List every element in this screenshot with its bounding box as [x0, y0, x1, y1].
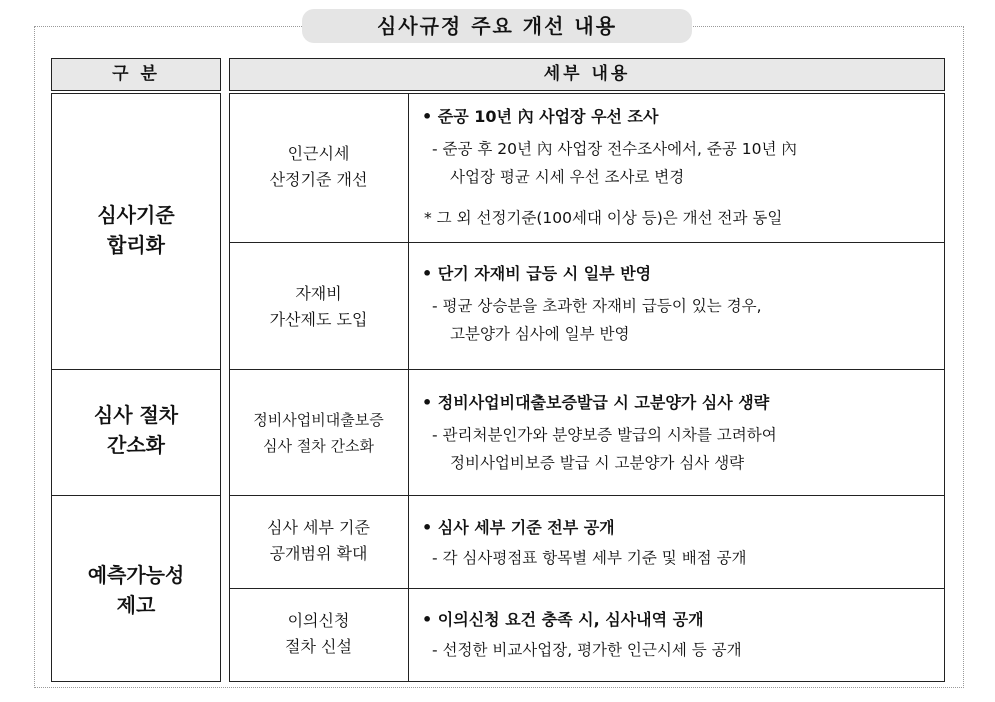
- sub-line: 산정기준 개선: [269, 170, 368, 189]
- dash-text: 정비사업비보증 발급 시 고분양가 심사 생략: [450, 454, 745, 472]
- bullet-text: • 정비사업비대출보증발급 시 고분양가 심사 생략: [422, 393, 770, 412]
- sub-line: 자재비: [295, 284, 342, 303]
- sub-line: 인근시세: [287, 144, 350, 163]
- header-category: 구 분: [51, 58, 221, 91]
- category-line: 심사기준: [97, 203, 175, 227]
- row-divider: [229, 242, 945, 243]
- sub-line: 절차 신설: [285, 637, 352, 656]
- header-detail: 세부 내용: [229, 58, 945, 91]
- sub-line: 정비사업비대출보증: [253, 411, 384, 429]
- dash-text: 사업장 평균 시세 우선 조사로 변경: [450, 168, 685, 186]
- dash-text: - 선정한 비교사업장, 평가한 인근시세 등 공개: [432, 641, 742, 659]
- row-divider: [229, 495, 945, 496]
- category-line: 제고: [116, 593, 156, 617]
- sub-label: [229, 141, 408, 193]
- row-divider: [229, 369, 945, 370]
- category-line: 예측가능성: [87, 563, 185, 587]
- category-label: [51, 200, 221, 260]
- bullet-text: • 이의신청 요건 충족 시, 심사내역 공개: [422, 610, 704, 629]
- dash-text: - 평균 상승분을 초과한 자재비 급등이 있는 경우,: [432, 297, 762, 315]
- category-line: 심사 절차: [93, 403, 179, 427]
- dash-text: - 준공 후 20년 內 사업장 전수조사에서, 준공 10년 內: [432, 140, 797, 158]
- sub-line: 가산제도 도입: [269, 310, 368, 329]
- bullet-text: • 단기 자재비 급등 시 일부 반영: [422, 264, 652, 283]
- sub-label: [229, 608, 408, 660]
- sub-line: 심사 세부 기준: [267, 518, 370, 537]
- note-text: * 그 외 선정기준(100세대 이상 등)은 개선 전과 동일: [424, 209, 783, 227]
- bullet-text: • 준공 10년 內 사업장 우선 조사: [422, 107, 659, 126]
- sub-line: 심사 절차 간소화: [263, 437, 374, 455]
- sub-divider: [408, 93, 409, 682]
- category-label: [51, 400, 221, 460]
- category-label: [51, 560, 221, 620]
- sub-label: [229, 281, 408, 333]
- dash-text: - 관리처분인가와 분양보증 발급의 시차를 고려하여: [432, 426, 777, 444]
- row-divider: [229, 588, 945, 589]
- category-line: 간소화: [107, 433, 165, 457]
- bullet-text: • 심사 세부 기준 전부 공개: [422, 518, 615, 537]
- sub-line: 이의신청: [287, 611, 350, 630]
- category-divider: [51, 369, 221, 370]
- sub-label: [229, 407, 408, 459]
- page-title: 심사규정 주요 개선 내용: [302, 9, 692, 43]
- category-divider: [51, 495, 221, 496]
- category-line: 합리화: [107, 233, 165, 257]
- sub-label: [229, 515, 408, 567]
- sub-line: 공개범위 확대: [269, 544, 368, 563]
- dash-text: - 각 심사평점표 항목별 세부 기준 및 배점 공개: [432, 549, 747, 567]
- dash-text: 고분양가 심사에 일부 반영: [450, 325, 630, 343]
